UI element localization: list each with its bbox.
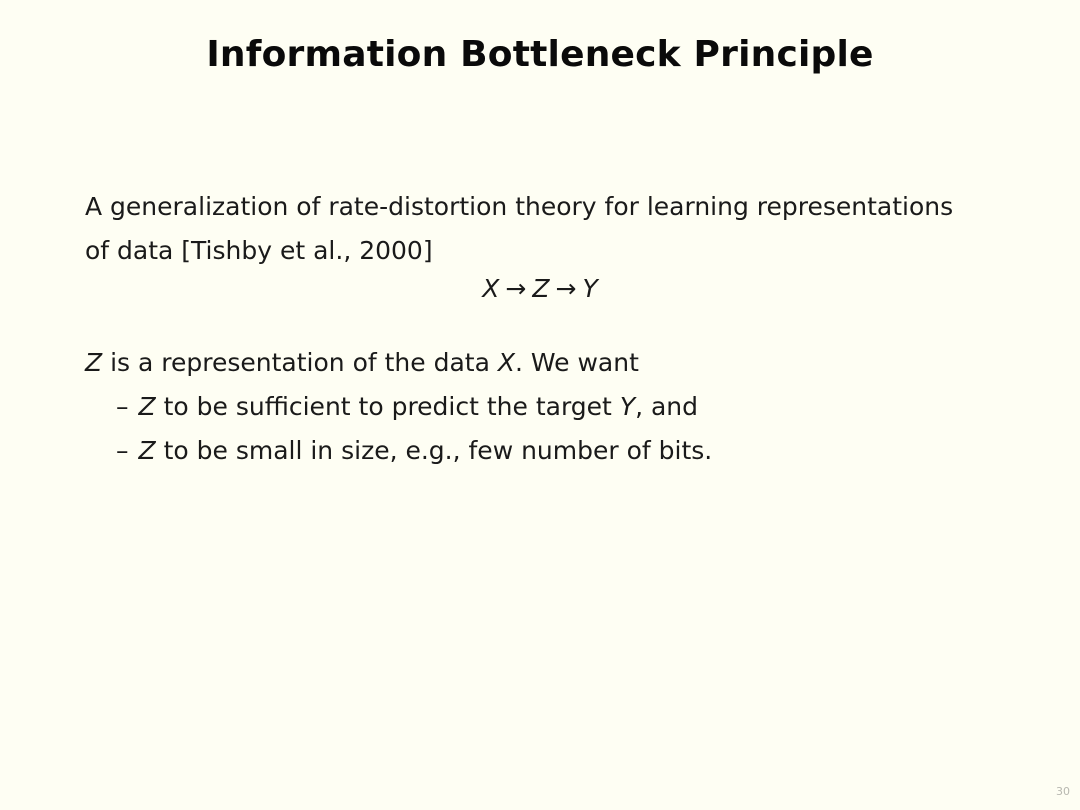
bullet-dash: – <box>116 392 129 421</box>
bullet-item <box>116 385 712 429</box>
para-text-1: is a representation of the data <box>102 348 498 377</box>
para-var-z: Z <box>85 348 103 377</box>
equation-arrow-1: → <box>505 274 527 303</box>
equation-arrow-2: → <box>555 274 577 303</box>
equation-x: X <box>482 274 500 303</box>
bullet-var-z: Z <box>138 392 156 421</box>
representation-paragraph <box>85 341 639 385</box>
equation-y: Y <box>582 274 598 303</box>
equation-z: Z <box>532 274 550 303</box>
equation <box>0 274 1080 303</box>
bullet-dash: – <box>116 436 129 465</box>
bullet-text-2: , and <box>635 392 699 421</box>
bullet-text-1: to be sufficient to predict the target <box>155 392 620 421</box>
bullet-item <box>116 429 712 473</box>
bullet-text-1: to be small in size, e.g., few number of bits. <box>155 436 713 465</box>
bullet-var-z: Z <box>138 436 156 465</box>
bullet-var-y: Y <box>619 392 636 421</box>
page-number: 30 <box>1056 785 1070 798</box>
slide-title: Information Bottleneck Principle <box>206 34 874 75</box>
para-var-x: X <box>497 348 515 377</box>
intro-text: A generalization of rate-distortion theory for learning representations of data [Tishby et al., 2000] <box>85 192 954 265</box>
para-text-2: . We want <box>514 348 639 377</box>
bullet-list <box>116 385 712 473</box>
